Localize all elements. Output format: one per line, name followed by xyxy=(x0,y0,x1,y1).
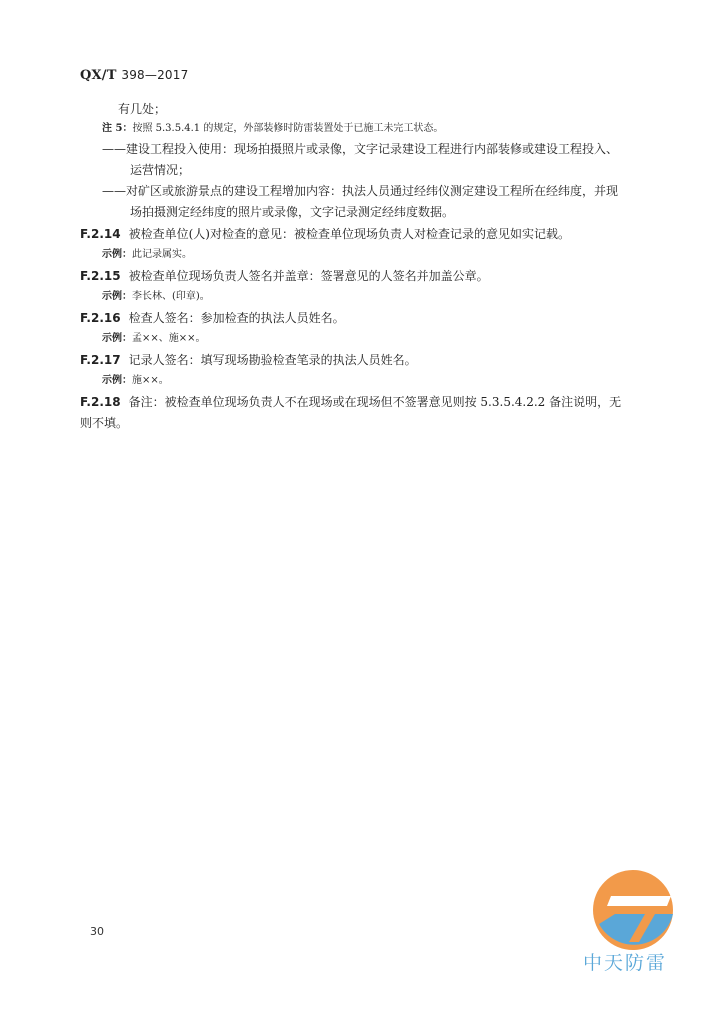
example-label: 示例： xyxy=(102,333,132,344)
list-item-dash-2 xyxy=(80,181,642,223)
clause-text: 检查人签名：参加检查的执法人员姓名。 xyxy=(128,311,345,325)
list-item-dash-1 xyxy=(80,139,642,181)
example-text: 施××。 xyxy=(132,375,169,386)
example-label: 示例： xyxy=(102,375,132,386)
clause-text: 记录人签名：填写现场勘验检查笔录的执法人员姓名。 xyxy=(128,353,417,367)
standard-number: 398—2017 xyxy=(121,68,189,82)
clause-number: F.2.17 xyxy=(80,353,121,367)
standard-prefix: QX/T xyxy=(80,68,117,83)
clause-number: F.2.16 xyxy=(80,311,121,325)
example-text: 此记录属实。 xyxy=(132,249,192,260)
logo-text: 中天防雷 xyxy=(583,952,668,974)
dash-text: ——对矿区或旅游景点的建设工程增加内容：执法人员通过经纬仪测定建设工程所在经纬度，并现 xyxy=(102,184,619,198)
logo-orange-circle xyxy=(593,870,673,950)
example-f-2-16 xyxy=(80,329,642,349)
dash-text-cont: 运营情况； xyxy=(130,163,191,177)
clause-number: F.2.15 xyxy=(80,269,121,283)
page-number: 30 xyxy=(90,925,104,938)
clause-f-2-16 xyxy=(80,307,642,329)
example-f-2-15 xyxy=(80,287,642,307)
page-content xyxy=(80,99,642,433)
text-line: 有几处； xyxy=(118,102,167,116)
clause-text: 被检查单位现场负责人签名并盖章：签署意见的人签名并加盖公章。 xyxy=(128,269,489,283)
example-label: 示例： xyxy=(102,249,132,260)
note-label: 注 5： xyxy=(102,123,133,134)
note-5 xyxy=(80,119,642,139)
clause-f-2-17 xyxy=(80,349,642,371)
clause-text: 被检查单位(人)对检查的意见：被检查单位现场负责人对检查记录的意见如实记载。 xyxy=(128,227,570,241)
example-text: 李长林、(印章)。 xyxy=(132,291,210,302)
dash-text-cont: 场拍摄测定经纬度的照片或录像，文字记录测定经纬度数据。 xyxy=(130,205,455,219)
clause-f-2-14 xyxy=(80,223,642,245)
clause-text-cont: 则不填。 xyxy=(80,416,129,430)
example-f-2-17 xyxy=(80,371,642,391)
dash-text: ——建设工程投入使用：现场拍摄照片或录像，文字记录建设工程进行内部装修或建设工程投入、 xyxy=(102,142,619,156)
example-f-2-14 xyxy=(80,245,642,265)
clause-number: F.2.18 xyxy=(80,395,121,409)
clause-f-2-15 xyxy=(80,265,642,287)
clause-f-2-18 xyxy=(80,391,642,413)
logo-white-bar xyxy=(607,896,671,906)
clause-text: 备注：被检查单位现场负责人不在现场或在现场但不签署意见则按 5.3.5.4.2.2 备注说明，无 xyxy=(128,395,622,409)
clause-number: F.2.14 xyxy=(80,227,121,241)
example-label: 示例： xyxy=(102,291,132,302)
document-code xyxy=(80,68,188,83)
example-text: 孟××、施××。 xyxy=(132,333,206,344)
note-text: 按照 5.3.5.4.1 的规定，外部装修时防雷装置处于已施工未完工状态。 xyxy=(132,123,444,134)
